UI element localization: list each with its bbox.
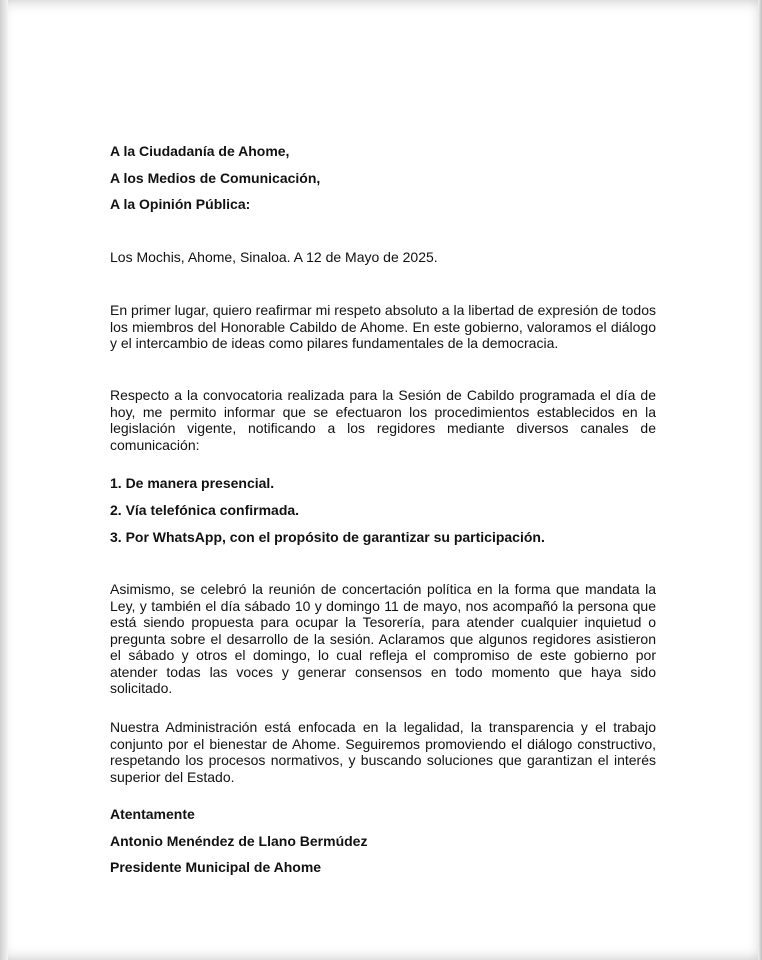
signature-title: Presidente Municipal de Ahome bbox=[110, 859, 322, 875]
paragraph-political-meeting: Asimismo, se celebró la reunión de concertación política en la forma que mandata la Ley, y también el día sábado 10 y domingo 11 de mayo, nos acompañó la persona que está siendo propuesta para ocupar la Tesorería, para atender cualquier inquietud o pregunta sobre el desarrollo de la sesión. Aclaramos que algunos regidores asistieron el sábado y otros el domingo, lo cual refleja el compromiso de este gobierno por atender todas las voces y generar consensos en todo momento que haya sido solicitado. bbox=[110, 581, 656, 696]
signature-closing: Atentamente bbox=[110, 806, 195, 822]
channel-item-whatsapp: 3. Por WhatsApp, con el propósito de garantizar su participación. bbox=[110, 529, 545, 545]
channel-item-in-person: 1. De manera presencial. bbox=[110, 475, 275, 491]
addressee-citizens: A la Ciudadanía de Ahome, bbox=[110, 143, 290, 159]
signature-name: Antonio Menéndez de Llano Bermúdez bbox=[110, 833, 368, 849]
channel-item-phone: 2. Vía telefónica confirmada. bbox=[110, 502, 300, 518]
paragraph-freedom-of-expression: En primer lugar, quiero reafirmar mi respeto absoluto a la libertad de expresión de todos los miembros del Honorable Cabildo de Ahome. En este gobierno, valoramos el diálogo y el intercambio de ideas como pilares fundamentales de la democracia. bbox=[110, 302, 656, 351]
place-date: Los Mochis, Ahome, Sinaloa. A 12 de Mayo de 2025. bbox=[110, 249, 438, 265]
page-edge-right bbox=[758, 0, 762, 960]
page-edge-left bbox=[0, 0, 8, 960]
paragraph-administration: Nuestra Administración está enfocada en la legalidad, la transparencia y el trabajo conjunto por el bienestar de Ahome. Seguiremos promoviendo el diálogo constructivo, respetando los procesos normativos, y buscando soluciones que garantizan el interés superior del Estado. bbox=[110, 719, 656, 785]
addressee-public-opinion: A la Opinión Pública: bbox=[110, 196, 251, 212]
addressee-media: A los Medios de Comunicación, bbox=[110, 170, 321, 186]
paragraph-convocation: Respecto a la convocatoria realizada para la Sesión de Cabildo programada el día de hoy, me permito informar que se efectuaron los procedimientos establecidos en la legislación vigente, notificando a los regidores mediante diversos canales de comunicación: bbox=[110, 387, 656, 453]
